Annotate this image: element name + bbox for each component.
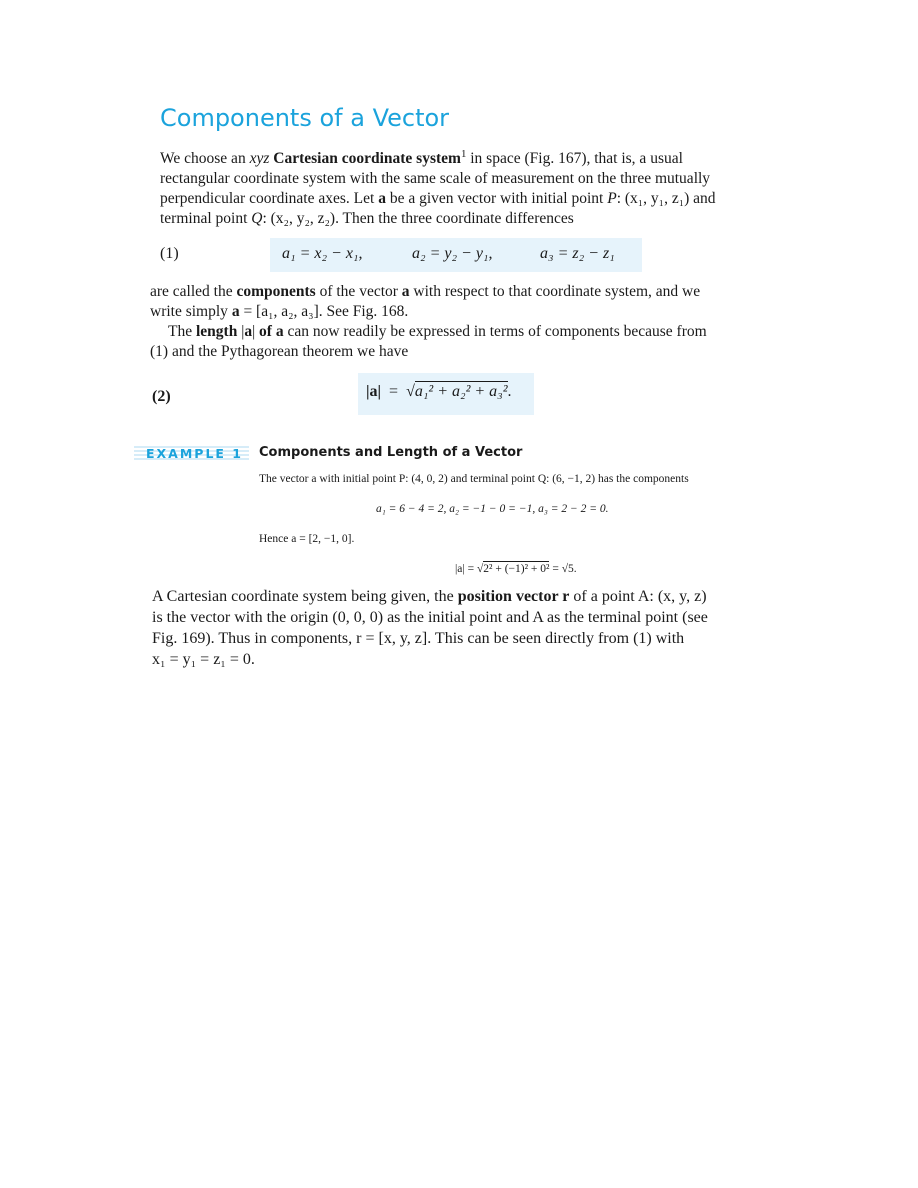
example-length: |a| = √2² + (−1)² + 0² = √5. [455, 563, 577, 575]
example-hence: Hence a = [2, −1, 0]. [259, 533, 355, 545]
equation-1-part-1: a₁ = x₂ − x₁, [282, 245, 363, 262]
position-line-2: is the vector with the origin (0, 0, 0) as the initial point and A as the terminal point (see [152, 609, 708, 626]
example-text: The vector a with initial point P: (4, 0, 2) and terminal point Q: (6, −1, 2) has the components [259, 473, 689, 485]
components-line-3: The length |a| of a can now readily be expressed in terms of components because from [168, 323, 707, 340]
footnote-ref: 1 [460, 148, 467, 160]
position-line-4: x₁ = y₁ = z₁ = 0. [152, 651, 255, 668]
equation-2 [358, 373, 534, 415]
intro-paragraph [160, 144, 760, 229]
equation-1 [270, 238, 642, 272]
components-line-2: write simply a = [a₁, a₂, a₃]. See Fig. 168. [150, 303, 409, 320]
intro-line-1: We choose an xyz Cartesian coordinate system$^1$ in space (Fig. 167), that is, a usual [160, 148, 683, 168]
equation-2-expression: |a| = √a₁² + a₂² + a₃². [366, 383, 512, 400]
position-line-1: A Cartesian coordinate system being given, the position vector r of a point A: (x, y, z) [152, 588, 707, 605]
position-line-3: Fig. 169). Thus in components, r = [x, y, z]. This can be seen directly from (1) with [152, 630, 685, 647]
equation-2-number: (2) [152, 388, 171, 405]
components-line-4: (1) and the Pythagorean theorem we have [150, 343, 409, 360]
example-components: a₁ = 6 − 4 = 2, a₂ = −1 − 0 = −1, a₃ = 2 − 2 = 0. [376, 503, 609, 515]
equation-1-part-2: a₂ = y₂ − y₁, [412, 245, 493, 262]
equation-1-part-3: a₃ = z₂ − z₁ [540, 245, 615, 262]
equation-1-number: (1) [160, 245, 179, 262]
intro-line-4: terminal point Q: (x₂, y₂, z₂). Then the three coordinate differences [160, 210, 574, 228]
components-line-1: are called the components of the vector a with respect to that coordinate system, and we [150, 283, 701, 300]
example-title: Components and Length of a Vector [259, 445, 523, 460]
intro-line-2: rectangular coordinate system with the same scale of measurement on the three mutually [160, 170, 711, 188]
section-title: Components of a Vector [160, 104, 450, 132]
example-label: EXAMPLE 1 [134, 446, 249, 461]
components-paragraph [150, 282, 770, 362]
position-vector-paragraph [152, 586, 772, 670]
intro-line-3: perpendicular coordinate axes. Let a be a given vector with initial point P: (x₁, y₁, z₁) and [160, 190, 716, 208]
